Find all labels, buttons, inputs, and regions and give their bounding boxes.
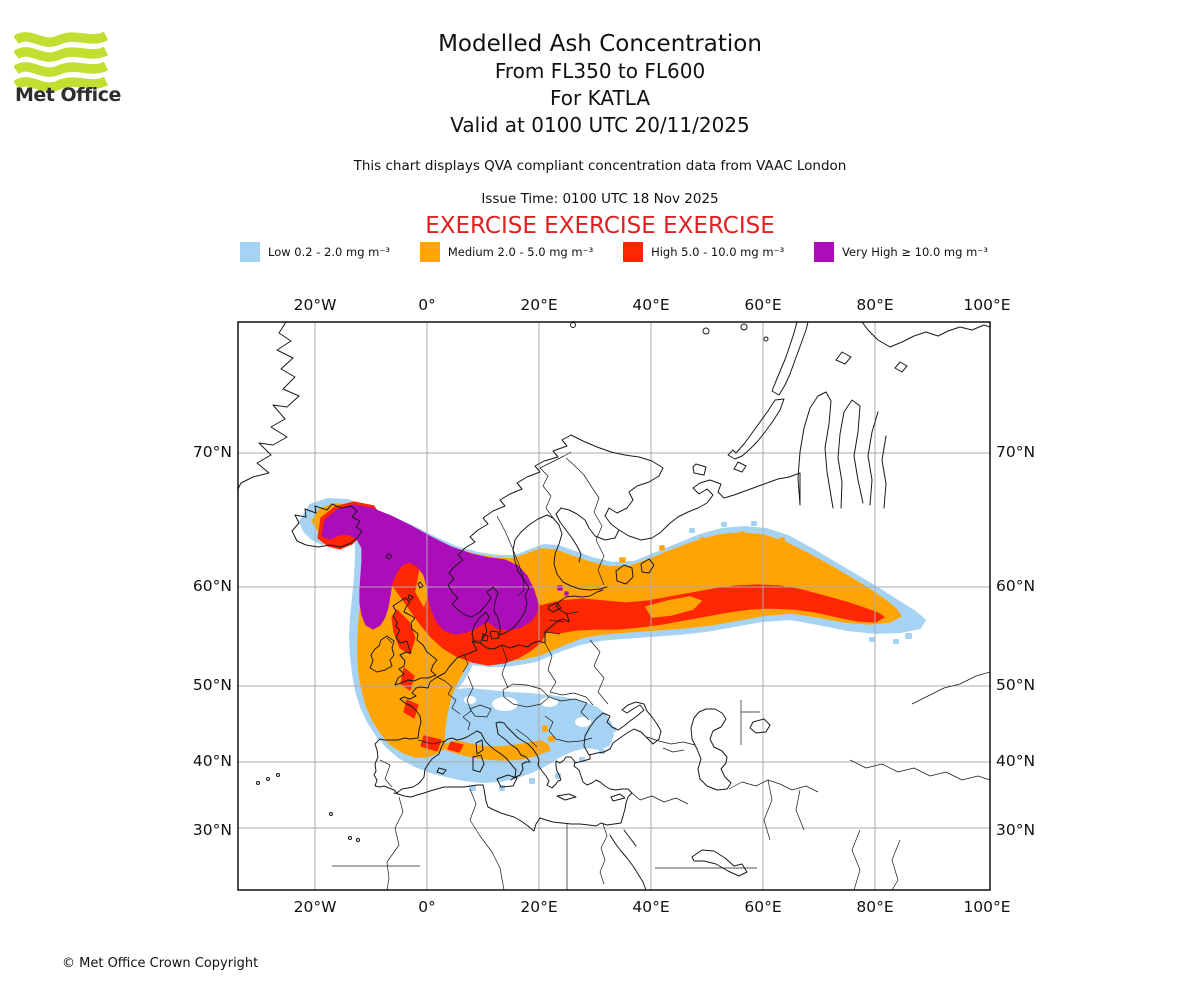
coast-caspian-sea	[691, 709, 731, 790]
axis-label-top-100e: 100°E	[963, 296, 1011, 314]
ash-plume-layers	[300, 499, 925, 790]
page-title: Modelled Ash Concentration	[438, 31, 762, 57]
axis-label-bottom-60e: 60°E	[744, 898, 782, 916]
axis-label-right-50n: 50°N	[996, 676, 1036, 694]
axis-label-bottom-80e: 80°E	[856, 898, 894, 916]
title-valid-time: Valid at 0100 UTC 20/11/2025	[450, 113, 750, 137]
coast-aral-sea	[750, 719, 770, 733]
axis-label-right-70n: 70°N	[996, 443, 1036, 461]
coast-cyprus	[611, 794, 625, 801]
title-flight-levels: From FL350 to FL600	[494, 59, 706, 83]
axis-label-top-60e: 60°E	[744, 296, 782, 314]
coast-persian-gulf	[692, 850, 747, 876]
legend-label-low: Low 0.2 - 2.0 mg m⁻³	[268, 245, 391, 259]
legend-label-high: High 5.0 - 10.0 mg m⁻³	[651, 245, 785, 259]
coast-greenland	[238, 322, 299, 489]
coast-arctic-island-2	[895, 362, 907, 372]
axis-label-top-20e: 20°E	[520, 296, 558, 314]
axis-label-bottom-40e: 40°E	[632, 898, 670, 916]
coast-canary-2	[357, 839, 360, 842]
legend-label-medium: Medium 2.0 - 5.0 mg m⁻³	[447, 245, 594, 259]
coast-taz	[868, 412, 878, 505]
coast-vaygach	[734, 462, 746, 472]
coast-crete	[557, 794, 576, 800]
legend-label-very-high: Very High ≥ 10.0 mg m⁻³	[842, 245, 988, 259]
coast-gydan	[838, 400, 863, 508]
issue-time: Issue Time: 0100 UTC 18 Nov 2025	[481, 191, 719, 207]
exercise-banner: EXERCISE EXERCISE EXERCISE	[425, 213, 775, 239]
coast-arctic-northeast	[862, 322, 990, 347]
coast-azores-2	[277, 774, 280, 777]
coast-canary-1	[349, 837, 352, 840]
logo-wordmark: Met Office	[15, 84, 121, 106]
coast-azores-1	[267, 778, 270, 781]
coast-madeira	[330, 813, 333, 816]
axis-label-right-30n: 30°N	[996, 821, 1036, 839]
coast-novaya-zemlya-south	[728, 399, 784, 459]
axis-label-right-60n: 60°N	[996, 577, 1036, 595]
coast-kola-whitesea	[556, 435, 663, 562]
axis-label-left-70n: 70°N	[192, 443, 232, 461]
axis-label-right-40n: 40°N	[996, 752, 1036, 770]
coast-arctic-island-1	[836, 352, 851, 364]
coast-gulf-aqaba	[624, 830, 636, 846]
coast-arctic-islet-3	[764, 337, 768, 341]
coast-yamal	[798, 392, 833, 508]
axis-label-left-60n: 60°N	[192, 577, 232, 595]
axis-label-left-30n: 30°N	[192, 821, 232, 839]
coast-red-sea	[610, 835, 646, 890]
axis-label-bottom-20w: 20°W	[293, 898, 337, 916]
axis-label-top-40e: 40°E	[632, 296, 670, 314]
coast-azores-3	[257, 782, 260, 785]
axis-label-top-80e: 80°E	[856, 296, 894, 314]
coast-novaya-zemlya-north	[772, 322, 808, 395]
axis-label-bottom-100e: 100°E	[963, 898, 1011, 916]
coast-arctic-islet-2	[741, 324, 747, 330]
coast-kolguyev	[693, 464, 706, 475]
copyright-notice: © Met Office Crown Copyright	[62, 956, 259, 971]
coast-taz2	[882, 436, 886, 508]
axis-label-top-0: 0°	[418, 296, 436, 314]
axis-label-bottom-0: 0°	[418, 898, 436, 916]
axis-label-left-40n: 40°N	[192, 752, 232, 770]
coast-arctic-islet-1	[703, 328, 709, 334]
axis-label-bottom-20e: 20°E	[520, 898, 558, 916]
chart-description: This chart displays QVA compliant concentration data from VAAC London	[353, 158, 847, 174]
axis-label-left-50n: 50°N	[192, 676, 232, 694]
coast-bear-island	[571, 323, 576, 328]
axis-label-top-20w: 20°W	[293, 296, 337, 314]
title-volcano: For KATLA	[550, 86, 650, 110]
